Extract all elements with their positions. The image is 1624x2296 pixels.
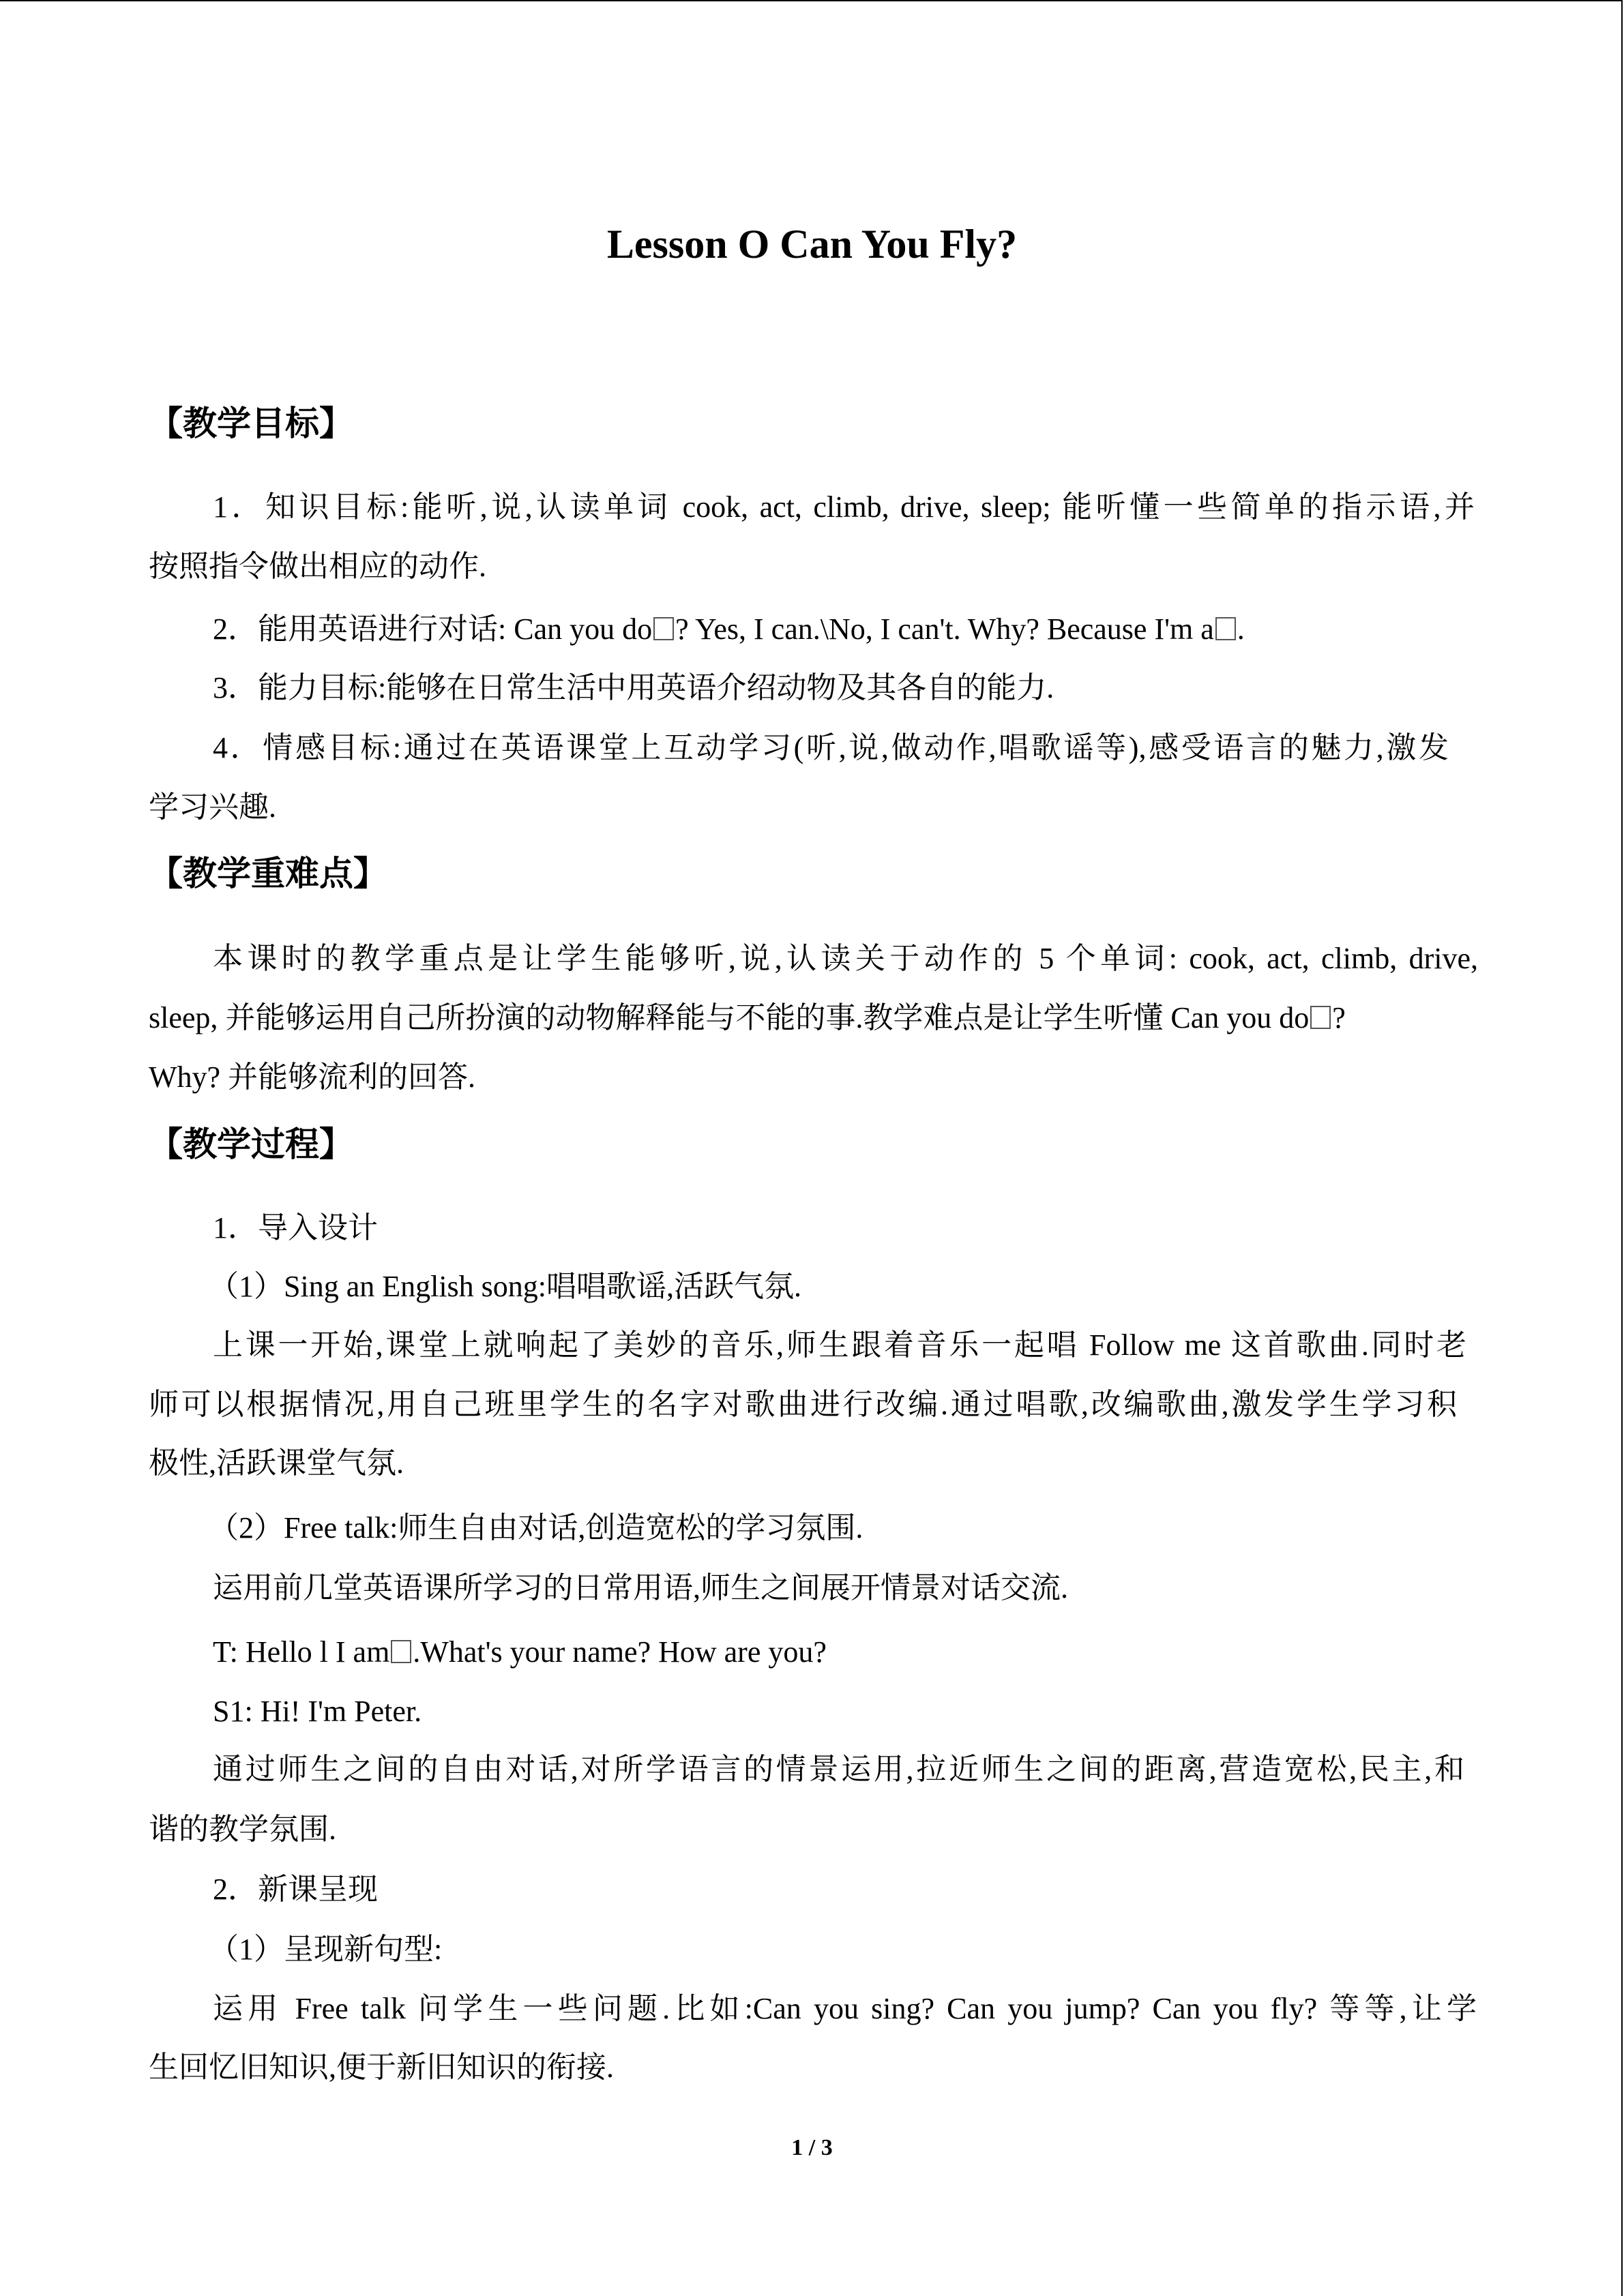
- objective-2-text-c: .: [1237, 612, 1245, 646]
- objective-3: 3．能力目标:能够在日常生活中用英语介绍动物及其各自的能力.: [213, 671, 1054, 704]
- blank-box: [1310, 1006, 1331, 1029]
- objective-2: [213, 609, 1245, 650]
- objective-1-line-1: 1．知识目标:能听,说,认读单词 cook, act, climb, drive, sleep; 能听懂一些简单的指示语,并: [213, 490, 1475, 524]
- keypoints-line-2-text-a: sleep, 并能够运用自己所扮演的动物解释能与不能的事.教学难点是让学生听懂 Can you do: [149, 1001, 1310, 1034]
- blank-box: [653, 617, 674, 640]
- objective-1-line-2: 按照指令做出相应的动作.: [149, 550, 486, 583]
- dialog-teacher-text-a: T: Hello l I am: [213, 1635, 390, 1669]
- objective-2-text-a: 2．能用英语进行对话: Can you do: [213, 612, 653, 646]
- objective-4-line-2: 学习兴趣.: [149, 790, 276, 824]
- blank-box: [1215, 617, 1236, 640]
- dialog-student-line: S1: Hi! I'm Peter.: [213, 1695, 422, 1728]
- objectives-heading: 【教学目标】: [149, 404, 353, 443]
- keypoints-line-1: 本课时的教学重点是让学生能够听,说,认读关于动作的 5 个单词: cook, act, climb, drive,: [213, 942, 1478, 975]
- process-step-2-part-1-body-line-2: 生回忆旧知识,便于新旧知识的衔接.: [149, 2051, 614, 2084]
- keypoints-line-3: Why? 并能够流利的回答.: [149, 1060, 476, 1094]
- objective-4-line-1: 4．情感目标:通过在英语课堂上互动学习(听,说,做动作,唱歌谣等),感受语言的魅力,激发: [213, 731, 1449, 764]
- process-step-1-part-2-body: 运用前几堂英语课所学习的日常用语,师生之间展开情景对话交流.: [213, 1571, 1068, 1605]
- process-step-1-part-2: （2）Free talk:师生自由对话,创造宽松的学习氛围.: [209, 1511, 863, 1545]
- dialog-teacher-line: [213, 1632, 827, 1673]
- process-step-1-part-2-after-line-1: 通过师生之间的自由对话,对所学语言的情景运用,拉近师生之间的距离,营造宽松,民主,和: [213, 1753, 1464, 1786]
- process-step-1-part-1-body-line-1: 上课一开始,课堂上就响起了美妙的音乐,师生跟着音乐一起唱 Follow me 这首歌曲.同时老: [213, 1328, 1466, 1362]
- dialog-teacher-text-b: .What's your name? How are you?: [413, 1635, 827, 1669]
- keypoints-heading: 【教学重难点】: [149, 854, 387, 893]
- process-step-1-part-1: （1）Sing an English song:唱唱歌谣,活跃气氛.: [209, 1270, 802, 1303]
- process-step-1-part-1-body-line-3: 极性,活跃课堂气氛.: [149, 1446, 404, 1480]
- blank-box: [391, 1640, 411, 1663]
- process-step-1-part-1-body-line-2: 师可以根据情况,用自己班里学生的名字对歌曲进行改编.通过唱歌,改编歌曲,激发学生学习积: [149, 1388, 1457, 1421]
- process-step-2-title: 2．新课呈现: [213, 1873, 378, 1906]
- keypoints-line-2: [149, 998, 1346, 1039]
- process-step-1-part-2-after-line-2: 谐的教学氛围.: [149, 1813, 336, 1846]
- process-step-1-title: 1．导入设计: [213, 1211, 378, 1244]
- document-title: Lesson O Can You Fly?: [606, 222, 1018, 267]
- page-number: 1 / 3: [791, 2135, 833, 2160]
- process-step-2-part-1: （1）呈现新句型:: [209, 1933, 443, 1966]
- process-heading: 【教学过程】: [149, 1124, 353, 1164]
- process-step-2-part-1-body-line-1: 运用 Free talk 问学生一些问题.比如:Can you sing? Can you jump? Can you fly? 等等,让学: [213, 1992, 1477, 2025]
- objective-2-text-b: ? Yes, I can.\No, I can't. Why? Because I'm a: [675, 612, 1214, 646]
- keypoints-line-2-text-b: ?: [1332, 1001, 1346, 1034]
